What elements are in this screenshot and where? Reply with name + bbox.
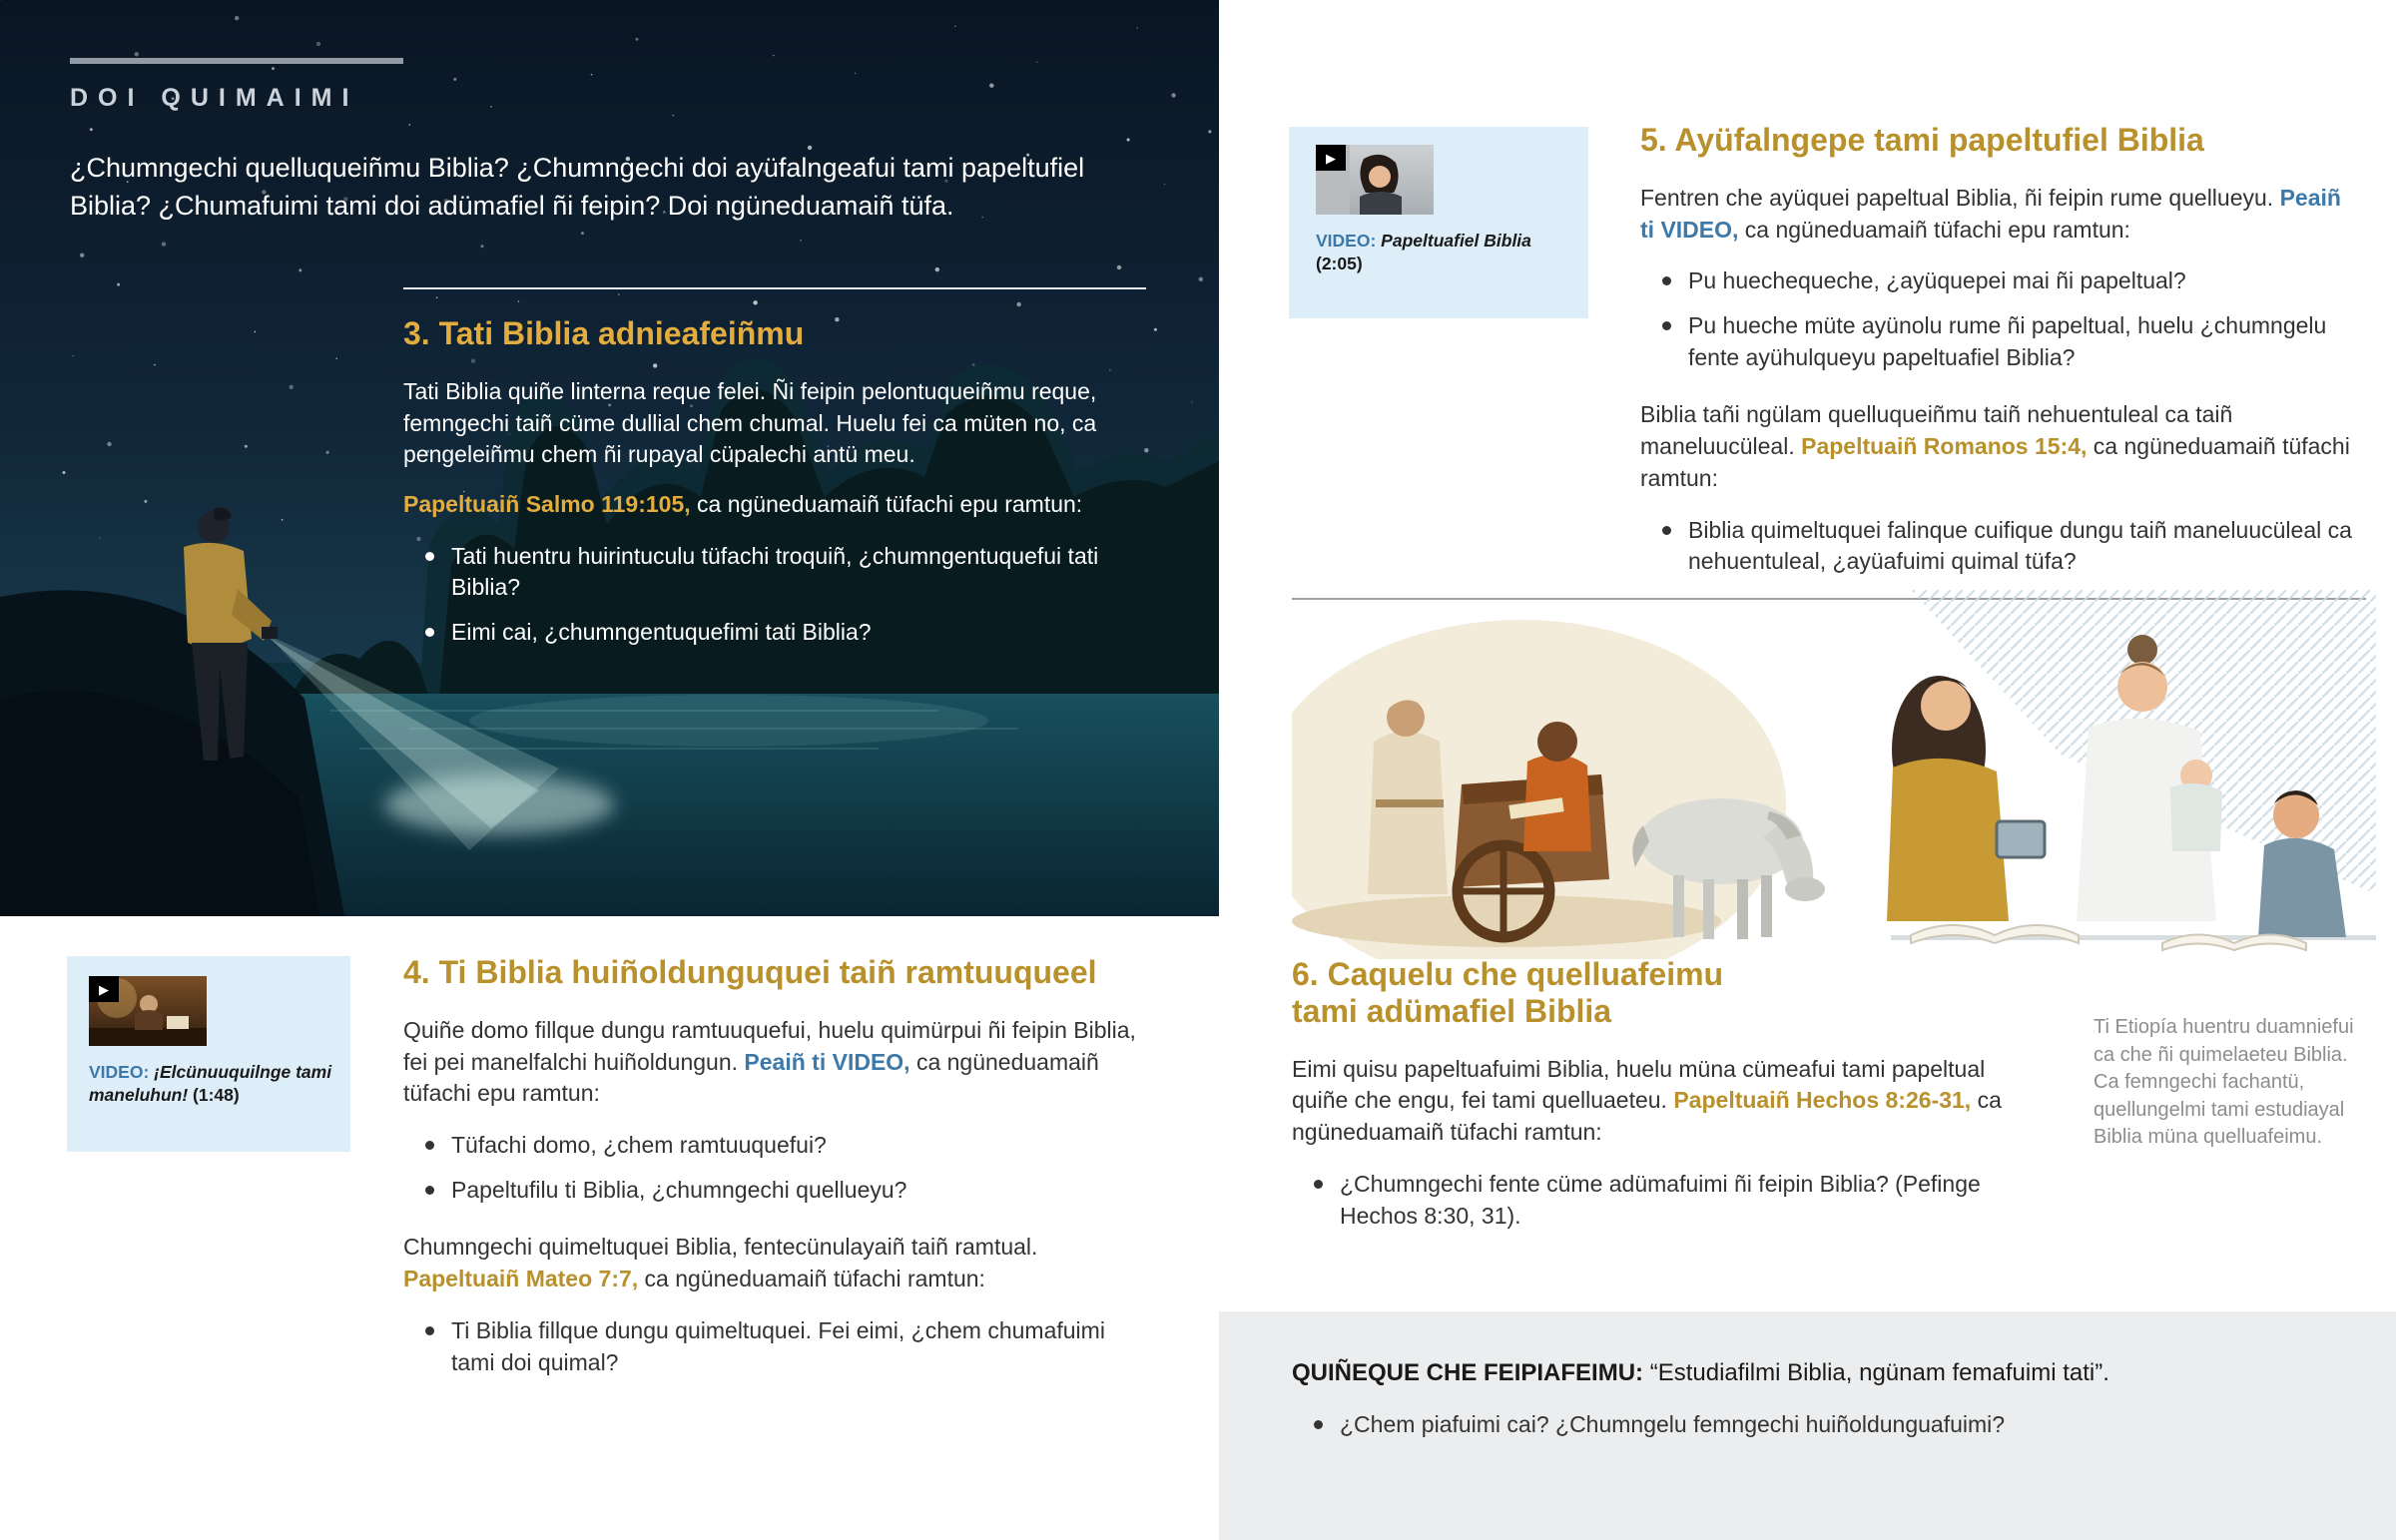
section-5-title: 5. Ayüfalngepe tami papeltufiel Biblia xyxy=(1640,122,2204,158)
section-6 xyxy=(1292,956,2026,1258)
video-caption xyxy=(89,1061,336,1107)
section-3-paragraph: Tati Biblia quiñe linterna reque felei. Ñi feipin pelontuqueiñmu reque, femngechi taiñ cüme dullial chem chumal. Huelu fei ca müten no, ca pengeleiñmu chem ñi rupayal cüpalechi antü meu. xyxy=(403,377,1097,468)
video-link[interactable]: Peaiñ ti VIDEO, xyxy=(744,1048,910,1075)
section-4-text: Chumngechi quimeltuquei Biblia, fentecünulayaiñ taiñ ramtual. xyxy=(403,1234,1038,1261)
video-caption xyxy=(1316,230,1574,275)
section-5-text: Biblia tañi ngülam quelluqueiñmu taiñ nehuentuleal ca taiñ maneluucüleal. xyxy=(1640,401,2233,460)
section-4-text: Quiñe domo fillque dungu ramtuuquefui, huelu quimürpui ñi feipin Biblia, fei pei manelfalchi huiñoldungun. xyxy=(403,1016,1136,1075)
section-3-title: 3. Tati Biblia adnieafeiñmu xyxy=(403,315,805,351)
video-card-papeltuafiel[interactable] xyxy=(1289,127,1588,318)
question-item: Eimi cai, ¿chumngentuquefimi tati Biblia? xyxy=(451,617,1152,649)
video-duration: (2:05) xyxy=(1316,254,1363,274)
question-item: Tüfachi domo, ¿chem ramtuuquefui? xyxy=(451,1130,1152,1162)
objection-box xyxy=(1219,1311,2396,1540)
section-4-text: ca ngüneduamaiñ tüfachi ramtun: xyxy=(638,1266,985,1292)
play-icon[interactable]: ▶ xyxy=(89,976,119,1002)
question-item: Tati huentru huirintuculu tüfachi troquiñ, ¿chumngentuquefui tati Biblia? xyxy=(451,541,1152,604)
objection-line xyxy=(1292,1357,2336,1389)
scripture-ref-hechos-8-26-31[interactable]: Papeltuaiñ Hechos 8:26-31, xyxy=(1673,1087,1972,1114)
section-4-paragraph-2 xyxy=(403,1232,1152,1294)
objection-label: QUIÑEQUE CHE FEIPIAFEIMU: xyxy=(1292,1359,1644,1386)
section-4-questions xyxy=(403,1130,1152,1206)
section-3-instruction: ca ngüneduamaiñ tüfachi epu ramtun: xyxy=(690,491,1083,517)
section-4 xyxy=(403,954,1152,1404)
section-3-scripture-line xyxy=(403,489,1152,521)
illustration-caption: Ti Etiopía huentru duamniefui ca che ñi quimelaeteu Biblia. Ca femngechi fachantü, quellungelmi tami estudiayal Biblia müna quelluafeimu. xyxy=(2094,1016,2354,1149)
section-5-questions-2 xyxy=(1640,515,2359,578)
question-item: Pu hueche müte ayünolu rume ñi papeltual, huelu ¿chumngelu fente ayühulqueyu papeltuafiel Biblia? xyxy=(1688,310,2359,373)
section-6-questions xyxy=(1292,1169,2026,1232)
video-link[interactable]: Peaiñ ti VIDEO, xyxy=(1640,184,2341,243)
video-label: VIDEO: xyxy=(1316,231,1377,251)
page-kicker: DOI QUIMAIMI xyxy=(70,84,359,112)
section-5-questions xyxy=(1640,265,2359,373)
section-3 xyxy=(403,315,1152,675)
scripture-ref-mateo-7-7[interactable]: Papeltuaiñ Mateo 7:7, xyxy=(403,1266,639,1292)
section-5-paragraph-1 xyxy=(1640,183,2359,246)
section-5-paragraph-2 xyxy=(1640,399,2359,494)
section-3-questions xyxy=(403,541,1152,649)
video-card-elcunuuquilnge[interactable] xyxy=(67,956,350,1152)
question-item: Pu huechequeche, ¿ayüquepei mai ñi papeltual? xyxy=(1688,265,2359,297)
scripture-ref-romanos-15-4[interactable]: Papeltuaiñ Romanos 15:4, xyxy=(1801,433,2088,460)
section-5 xyxy=(1640,122,2359,604)
philip-ethiopian-scene xyxy=(1292,620,1825,959)
section-4-paragraph-1 xyxy=(403,1015,1152,1110)
section-5-text: ca ngüneduamaiñ tüfachi ramtun: xyxy=(1640,433,2350,491)
philip-ethiopian-and-family-illustration xyxy=(1292,590,2376,959)
video-duration: (1:48) xyxy=(193,1085,240,1106)
section-6-title: 6. Caquelu che quelluafeimu tami adümafiel Biblia xyxy=(1292,956,1724,1029)
video-thumbnail[interactable] xyxy=(89,976,207,1046)
video-thumbnail[interactable] xyxy=(1316,145,1434,215)
section-5-text: ca ngüneduamaiñ tüfachi epu ramtun: xyxy=(1738,216,2130,243)
section-4-text: ca ngüneduamaiñ tüfachi epu ramtun: xyxy=(403,1048,1099,1107)
kicker-rule xyxy=(70,58,403,64)
section-5-text: Fentren che ayüquei papeltual Biblia, ñi feipin rume quellueyu. xyxy=(1640,184,2280,211)
section-3-divider xyxy=(403,287,1146,289)
play-icon[interactable]: ▶ xyxy=(1316,145,1346,171)
section-6-text: Eimi quisu papeltuafuimi Biblia, huelu müna cümeafui tami papeltual quiñe che engu, fei tami quelluaeteu. xyxy=(1292,1055,1986,1114)
question-item: ¿Chem piafuimi cai? ¿Chumngelu femngechi huiñoldunguafuimi? xyxy=(1340,1409,2336,1441)
question-item: ¿Chumngechi fente cüme adümafuimi ñi feipin Biblia? (Pefinge Hechos 8:30, 31). xyxy=(1340,1169,2026,1232)
question-item: Biblia quimeltuquei falinque cuifique dungu taiñ maneluucüleal ca nehuentuleal, ¿ayüafuimi quimal tüfa? xyxy=(1688,515,2359,578)
section-4-questions-2 xyxy=(403,1315,1152,1378)
intro-text: ¿Chumngechi quelluqueiñmu Biblia? ¿Chumngechi doi ayüfalngeafui tami papeltufiel Biblia? ¿Chumafuimi tami doi adümafiel ñi feipin? Doi ngüneduamaiñ tüfa. xyxy=(70,153,1085,221)
section-6-paragraph-1 xyxy=(1292,1054,2026,1149)
question-item: Ti Biblia fillque dungu quimeltuquei. Fei eimi, ¿chem chumafuimi tami doi quimal? xyxy=(451,1315,1152,1378)
scripture-ref-salmo-119-105[interactable]: Papeltuaiñ Salmo 119:105, xyxy=(403,491,691,517)
family-reading-scene xyxy=(1887,590,2376,950)
video-title: ¡Elcünuuquilnge tami maneluhun! xyxy=(89,1062,332,1106)
question-item: Papeltufilu ti Biblia, ¿chumngechi quellueyu? xyxy=(451,1175,1152,1207)
video-label: VIDEO: xyxy=(89,1062,150,1082)
middle-illustration xyxy=(1292,590,2376,959)
objection-questions xyxy=(1292,1409,2336,1441)
hero-night-image xyxy=(0,0,1219,916)
section-6-text: ca ngüneduamaiñ tüfachi ramtun: xyxy=(1292,1087,2002,1146)
video-title: Papeltuafiel Biblia xyxy=(1381,231,1531,251)
section-4-title: 4. Ti Biblia huiñoldunguquei taiñ ramtuuqueel xyxy=(403,954,1097,990)
objection-quote: “Estudiafilmi Biblia, ngünam femafuimi tati”. xyxy=(1643,1359,2109,1386)
